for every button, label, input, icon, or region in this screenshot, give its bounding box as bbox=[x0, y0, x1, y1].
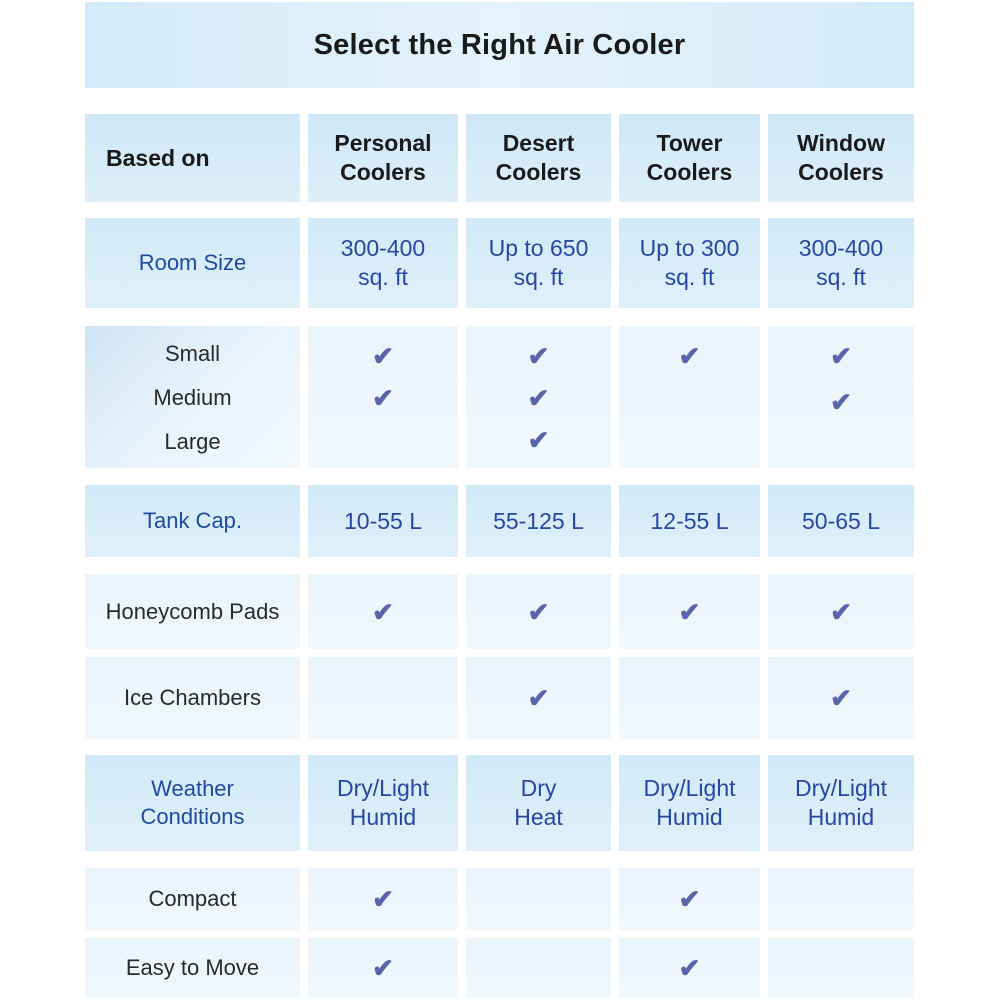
compact-desert bbox=[466, 868, 611, 930]
weather-desert-value: Dry Heat bbox=[514, 775, 563, 830]
easy-move-label: Easy to Move bbox=[125, 955, 260, 980]
ice-personal bbox=[308, 657, 458, 739]
sizes-label-cell bbox=[85, 326, 300, 468]
check-icon: ✔ bbox=[372, 884, 394, 914]
check-icon: ✔ bbox=[372, 383, 394, 413]
header-personal-label: Personal Coolers bbox=[334, 130, 432, 185]
easy-move-label-cell bbox=[85, 938, 300, 998]
sizes-label-stack bbox=[153, 326, 231, 468]
tank-window bbox=[768, 485, 914, 557]
ice-tower bbox=[619, 657, 760, 739]
compact-tower bbox=[619, 868, 760, 930]
room-size-desert-value: Up to 650 sq. ft bbox=[488, 235, 589, 290]
easy-move-desert bbox=[466, 938, 611, 998]
check-icon: ✔ bbox=[830, 387, 852, 417]
room-size-personal bbox=[308, 218, 458, 308]
honeycomb-personal bbox=[308, 574, 458, 649]
check-icon: ✔ bbox=[830, 596, 852, 627]
tank-desert bbox=[466, 485, 611, 557]
ice-desert bbox=[466, 657, 611, 739]
room-size-window-value: 300-400 sq. ft bbox=[798, 235, 884, 290]
room-size-personal-value: 300-400 sq. ft bbox=[340, 235, 426, 290]
check-icon: ✔ bbox=[372, 341, 394, 371]
weather-personal-value: Dry/Light Humid bbox=[336, 775, 430, 830]
room-size-window bbox=[768, 218, 914, 308]
size-small-label: Small bbox=[164, 341, 220, 366]
tank-label-cell bbox=[85, 485, 300, 557]
check-icon: ✔ bbox=[678, 953, 701, 983]
room-size-label-cell bbox=[85, 218, 300, 308]
honeycomb-desert bbox=[466, 574, 611, 649]
honeycomb-window bbox=[768, 574, 914, 649]
ice-row bbox=[85, 657, 914, 739]
header-window-label: Window Coolers bbox=[797, 130, 885, 185]
title-banner bbox=[85, 2, 914, 88]
room-size-desert bbox=[466, 218, 611, 308]
honeycomb-label: Honeycomb Pads bbox=[105, 598, 280, 624]
header-window bbox=[768, 114, 914, 202]
sizes-window-stack bbox=[830, 326, 852, 468]
weather-desert bbox=[466, 755, 611, 851]
sizes-desert-stack bbox=[528, 326, 550, 468]
tank-window-value: 50-65 L bbox=[801, 507, 880, 534]
check-icon: ✔ bbox=[830, 683, 852, 713]
sizes-desert bbox=[466, 326, 611, 468]
header-based-on bbox=[85, 114, 300, 202]
sizes-window bbox=[768, 326, 914, 468]
header-tower bbox=[619, 114, 760, 202]
comparison-table bbox=[85, 114, 914, 998]
weather-personal bbox=[308, 755, 458, 851]
check-icon: ✔ bbox=[678, 884, 701, 914]
check-icon: ✔ bbox=[372, 953, 394, 983]
room-size-row bbox=[85, 218, 914, 308]
easy-move-row bbox=[85, 938, 914, 998]
weather-row bbox=[85, 755, 914, 851]
compact-personal bbox=[308, 868, 458, 930]
sizes-personal bbox=[308, 326, 458, 468]
ice-window bbox=[768, 657, 914, 739]
page-title: Select the Right Air Cooler bbox=[313, 28, 686, 61]
compact-row bbox=[85, 868, 914, 930]
tank-tower bbox=[619, 485, 760, 557]
tank-personal bbox=[308, 485, 458, 557]
check-icon: ✔ bbox=[372, 596, 394, 627]
weather-tower bbox=[619, 755, 760, 851]
easy-move-tower bbox=[619, 938, 760, 998]
check-icon: ✔ bbox=[678, 596, 701, 627]
size-large-label: Large bbox=[164, 429, 221, 454]
check-icon: ✔ bbox=[527, 425, 550, 455]
tank-label: Tank Cap. bbox=[142, 508, 243, 533]
weather-window bbox=[768, 755, 914, 851]
tank-personal-value: 10-55 L bbox=[343, 507, 422, 534]
check-icon: ✔ bbox=[527, 341, 550, 371]
size-medium-label: Medium bbox=[153, 385, 232, 410]
check-icon: ✔ bbox=[527, 683, 550, 713]
weather-label: Weather Conditions bbox=[140, 776, 245, 829]
header-based-on-label: Based on bbox=[106, 144, 210, 171]
header-personal bbox=[308, 114, 458, 202]
tank-desert-value: 55-125 L bbox=[493, 507, 584, 534]
check-icon: ✔ bbox=[527, 383, 550, 413]
room-size-label: Room Size bbox=[138, 250, 247, 275]
weather-label-cell bbox=[85, 755, 300, 851]
compact-label: Compact bbox=[148, 886, 237, 911]
room-size-tower-value: Up to 300 sq. ft bbox=[639, 235, 740, 290]
compact-label-cell bbox=[85, 868, 300, 930]
header-row bbox=[85, 114, 914, 202]
check-icon: ✔ bbox=[527, 596, 550, 627]
room-size-tower bbox=[619, 218, 760, 308]
tank-row bbox=[85, 485, 914, 557]
sizes-tower-stack bbox=[679, 326, 701, 468]
sizes-tower bbox=[619, 326, 760, 468]
check-icon: ✔ bbox=[678, 341, 701, 371]
header-desert-label: Desert Coolers bbox=[495, 130, 582, 185]
honeycomb-label-cell bbox=[85, 574, 300, 649]
tank-tower-value: 12-55 L bbox=[650, 507, 729, 534]
sizes-personal-stack bbox=[372, 326, 394, 468]
check-icon: ✔ bbox=[830, 341, 852, 371]
compact-window bbox=[768, 868, 914, 930]
easy-move-window bbox=[768, 938, 914, 998]
honeycomb-tower bbox=[619, 574, 760, 649]
ice-label-cell bbox=[85, 657, 300, 739]
header-desert bbox=[466, 114, 611, 202]
weather-window-value: Dry/Light Humid bbox=[794, 775, 888, 830]
ice-label: Ice Chambers bbox=[124, 685, 261, 710]
easy-move-personal bbox=[308, 938, 458, 998]
header-tower-label: Tower Coolers bbox=[646, 130, 733, 185]
honeycomb-row bbox=[85, 574, 914, 649]
weather-tower-value: Dry/Light Humid bbox=[643, 775, 736, 830]
sizes-row bbox=[85, 326, 914, 468]
